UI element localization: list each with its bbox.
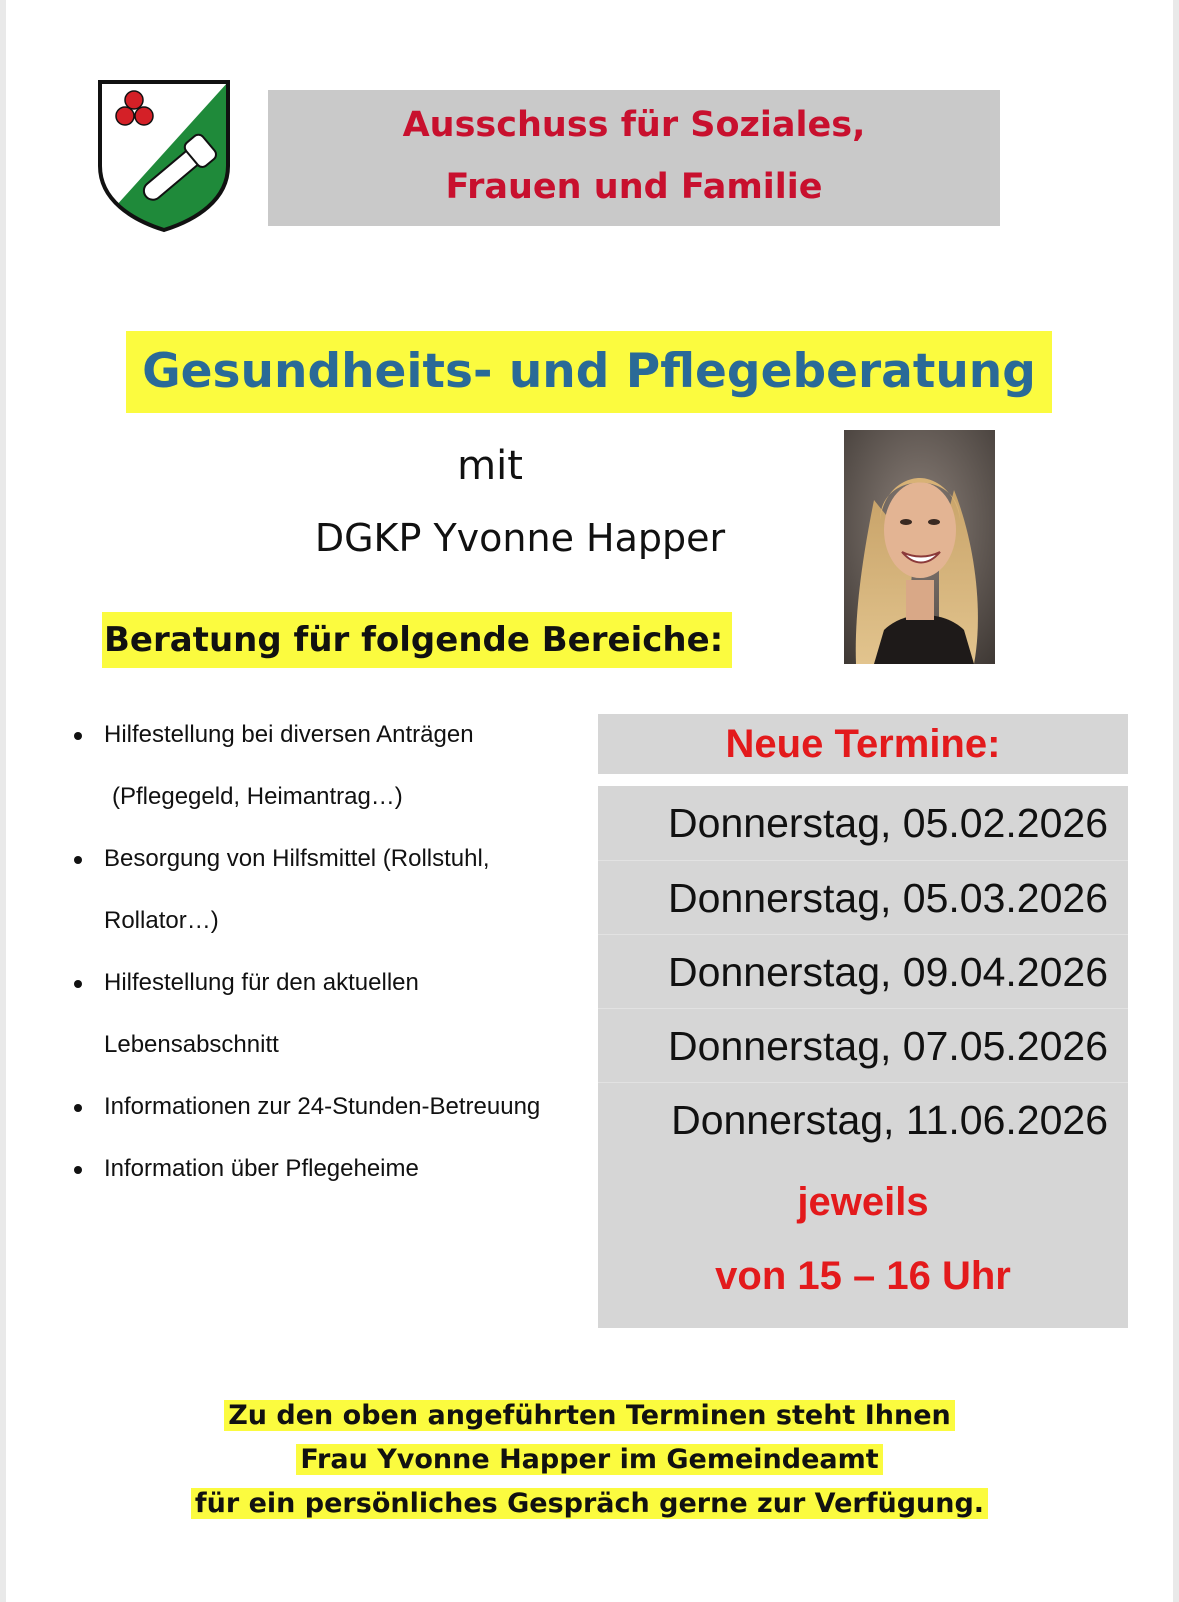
contact-note-line2: Frau Yvonne Happer im Gemeindeamt: [296, 1444, 882, 1475]
contact-note-line1: Zu den oben angeführten Terminen steht Ihnen: [224, 1400, 955, 1431]
consulting-areas-heading: Beratung für folgende Bereiche:: [102, 612, 732, 668]
date-entry: Donnerstag, 09.04.2026: [598, 934, 1128, 1009]
bullet-icon: [74, 1166, 82, 1174]
committee-header: [268, 90, 1000, 226]
page-title: Gesundheits- und Pflegeberatung: [126, 331, 1052, 413]
schedule-time: von 15 – 16 Uhr: [715, 1254, 1011, 1298]
date-entry: Donnerstag, 05.03.2026: [598, 860, 1128, 935]
bullet-icon: [74, 732, 82, 740]
advisor-name: DGKP Yvonne Happer: [314, 516, 726, 560]
bullet-icon: [74, 1104, 82, 1112]
coat-of-arms-icon: [96, 78, 232, 234]
page-edge-left: [0, 0, 6, 1602]
portrait-photo-icon: [844, 430, 995, 664]
date-entry: Donnerstag, 11.06.2026: [598, 1082, 1128, 1157]
bullet-icon: [74, 980, 82, 988]
with-label: mit: [457, 443, 523, 489]
schedule-dates: [598, 786, 1128, 1328]
committee-name-line2: Frauen und Familie: [445, 167, 823, 207]
page-edge-right: [1173, 0, 1179, 1602]
date-entry: Donnerstag, 05.02.2026: [668, 800, 1108, 846]
bullet-icon: [74, 856, 82, 864]
date-entry: Donnerstag, 07.05.2026: [598, 1008, 1128, 1083]
schedule-heading: Neue Termine:: [598, 714, 1128, 774]
contact-note: [0, 1394, 1179, 1526]
contact-note-line3: für ein persönliches Gespräch gerne zur Verfügung.: [191, 1488, 988, 1519]
committee-name-line1: Ausschuss für Soziales,: [402, 105, 866, 145]
schedule-each-label: jeweils: [797, 1180, 929, 1224]
